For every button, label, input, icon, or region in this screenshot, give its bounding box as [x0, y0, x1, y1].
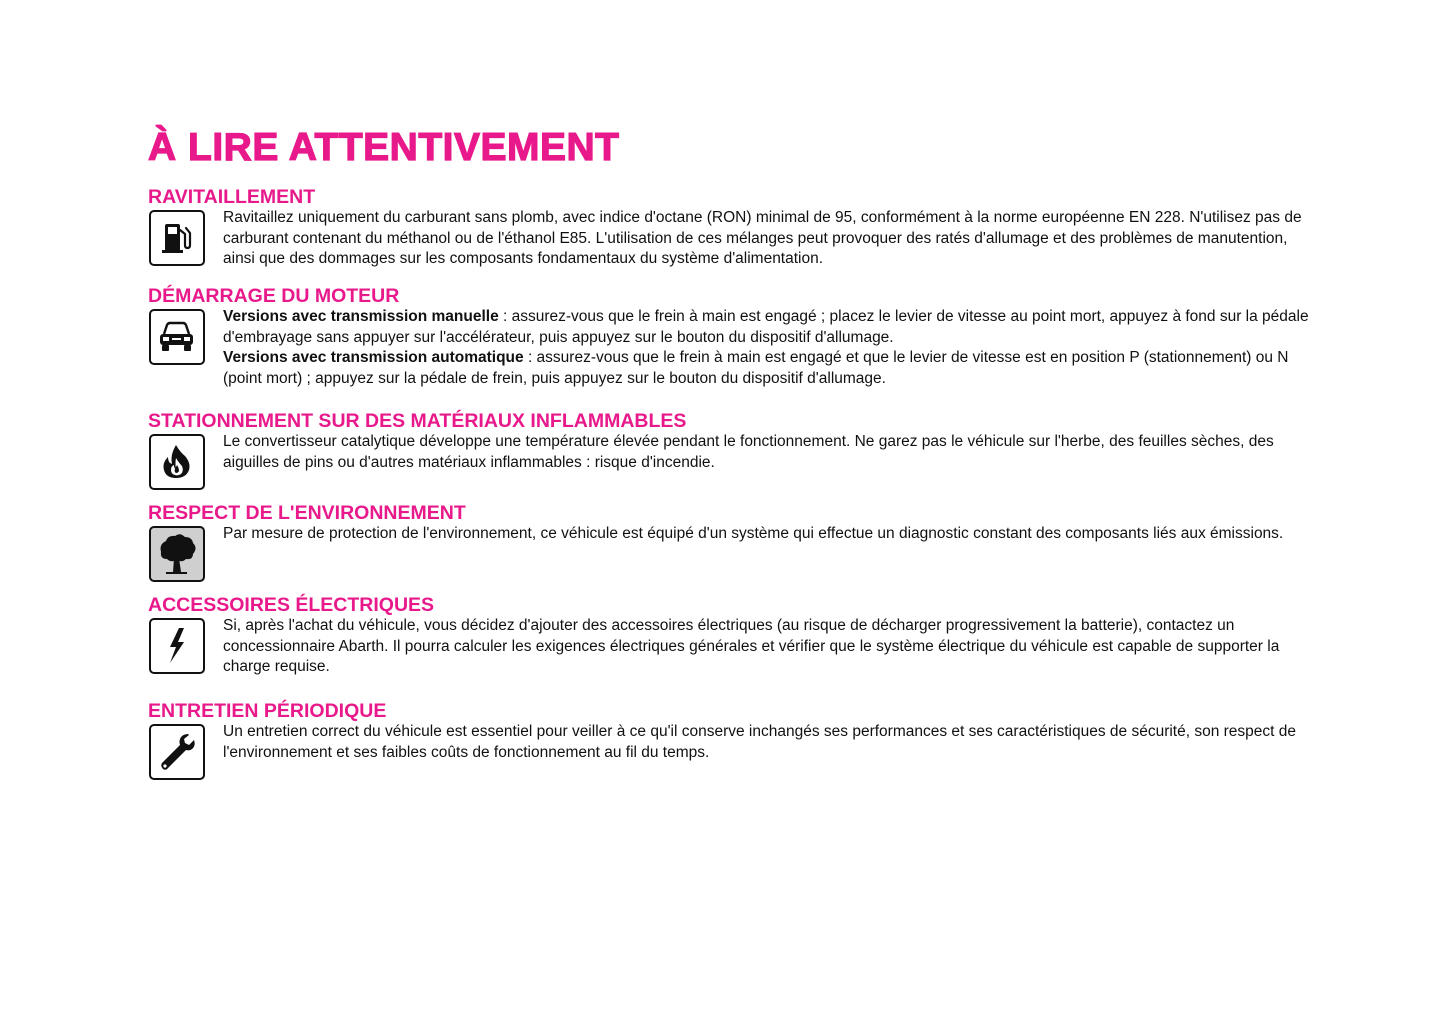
paragraph	[223, 307, 1318, 348]
section-stationnement	[148, 410, 1318, 473]
section-heading: RAVITAILLEMENT	[148, 186, 316, 208]
section-text	[223, 722, 1318, 763]
wrench-icon	[149, 724, 205, 780]
section-heading: RESPECT DE L'ENVIRONNEMENT	[148, 502, 466, 524]
section-heading: ENTRETIEN PÉRIODIQUE	[148, 700, 387, 722]
page-title: À LIRE ATTENTIVEMENT	[148, 126, 620, 169]
paragraph-text: Un entretien correct du véhicule est essentiel pour veiller à ce qu'il conserve inchangés ses performances et ses caractéristiques de sécurité, son respect de l'environnement et ses faibles coûts de fonctionnement au fil du temps.	[223, 723, 1297, 761]
paragraph	[223, 616, 1318, 678]
paragraph-text: Le convertisseur catalytique développe une température élevée pendant le fonctionnement. Ne garez pas le véhicule sur l'herbe, des feuilles sèches, des aiguilles de pins ou d'autres matériaux inflammables : risque d'incendie.	[223, 433, 1274, 471]
section-text	[223, 307, 1318, 389]
lightning-icon	[149, 618, 205, 674]
section-ravitaillement	[148, 186, 1318, 270]
section-heading: DÉMARRAGE DU MOTEUR	[148, 285, 400, 307]
section-text	[223, 432, 1318, 473]
paragraph	[223, 208, 1318, 270]
paragraph-text: : assurez-vous que le frein à main est engagé et que le levier de vitesse est en position P (stationnement) ou N (point mort) ; appuyez sur la pédale de frein, puis appuyez sur le bouton du dispositif d'allumage.	[223, 349, 1289, 387]
fuel-pump-icon	[149, 210, 205, 266]
section-entretien-periodique	[148, 700, 1318, 763]
section-demarrage-moteur	[148, 285, 1318, 389]
paragraph-bold: Versions avec transmission manuelle	[223, 308, 499, 325]
paragraph-text: Par mesure de protection de l'environnement, ce véhicule est équipé d'un système qui effectue un diagnostic constant des composants liés aux émissions.	[223, 525, 1284, 542]
paragraph-text: Ravitaillez uniquement du carburant sans plomb, avec indice d'octane (RON) minimal de 95, conformément à la norme européenne EN 228. N'utilisez pas de carburant contenant du méthanol ou de l'éthanol E85. L'utilisation de ces mélanges peut provoquer des ratés d'allumage et des problèmes de manutention, ainsi que des dommages sur les composants fondamentaux du système d'alimentation.	[223, 209, 1302, 267]
paragraph	[223, 524, 1318, 545]
section-accessoires-electriques	[148, 594, 1318, 678]
paragraph-bold: Versions avec transmission automatique	[223, 349, 524, 366]
section-environnement	[148, 502, 1318, 545]
car-front-icon	[149, 309, 205, 365]
section-heading: STATIONNEMENT SUR DES MATÉRIAUX INFLAMMABLES	[148, 410, 687, 432]
paragraph-text: Si, après l'achat du véhicule, vous décidez d'ajouter des accessoires électriques (au risque de décharger progressivement la batterie), contactez un concessionnaire Abarth. Il pourra calculer les exigences électriques générales et vérifier que le système électrique du véhicule est capable de supporter la charge requise.	[223, 617, 1280, 675]
fire-icon	[149, 434, 205, 490]
section-text	[223, 616, 1318, 678]
paragraph	[223, 348, 1318, 389]
paragraph-text: : assurez-vous que le frein à main est engagé ; placez le levier de vitesse au point mort, appuyez à fond sur la pédale d'embrayage sans appuyer sur l'accélérateur, puis appuyez sur le bouton du dispositif d'allumage.	[223, 308, 1309, 346]
paragraph	[223, 722, 1318, 763]
section-heading: ACCESSOIRES ÉLECTRIQUES	[148, 594, 435, 616]
tree-icon	[149, 526, 205, 582]
section-text	[223, 524, 1318, 545]
paragraph	[223, 432, 1318, 473]
section-text	[223, 208, 1318, 270]
